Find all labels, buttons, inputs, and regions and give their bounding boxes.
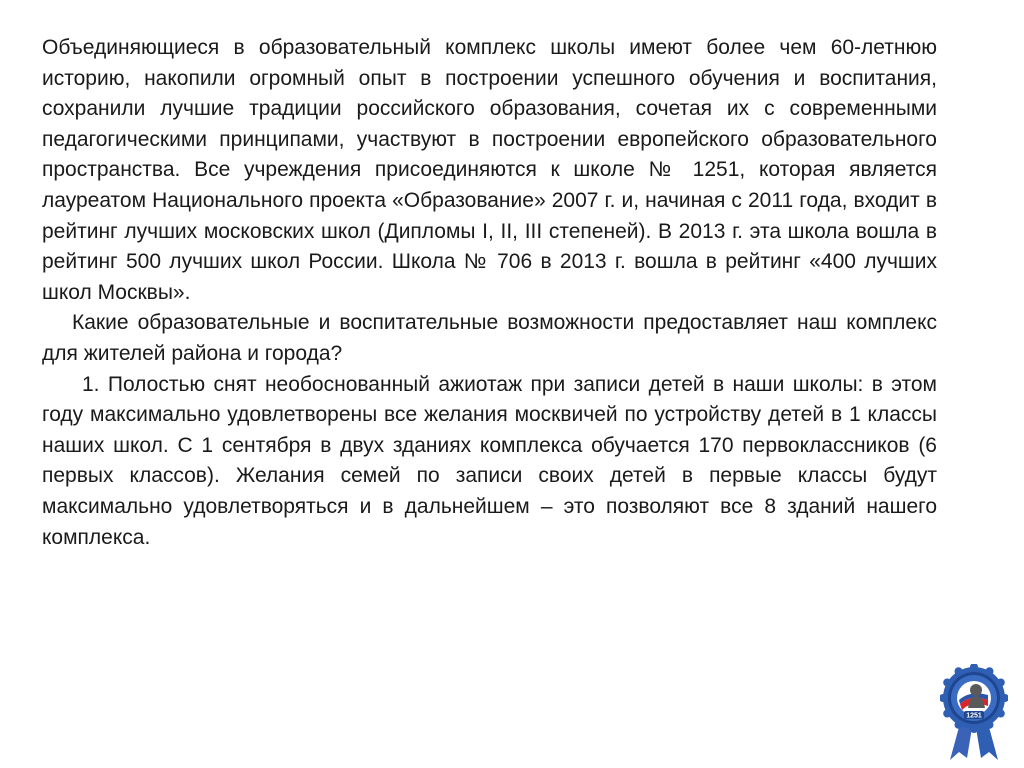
portrait [970,684,982,696]
paragraph-question: Какие образовательные и воспитательные возможности предоставляет наш комплекс для жителей района и города? [42,311,937,365]
emblem-number: 1251 [966,712,982,720]
school-1251-rosette-icon [940,664,1008,762]
text-body [42,33,937,553]
paragraph-history: Объединяющиеся в образовательный комплекс школы имеют более чем 60-летнюю историю, накопили огромный опыт в построении успешного обучения и воспитания, сохранили лучшие традиции российского образования, сочетая их с современными педагогическими принципами, участвуют в построении европейского образовательного пространства. Все учреждения присоединяются к школе № 1251, которая является лауреатом Национального проекта «Образование» 2007 г. и, начиная с 2011 года, входит в рейтинг лучших московских школ (Дипломы I, II, III степеней). В 2013 г. эта школа вошла в рейтинг 500 лучших школ России. Школа № 706 в 2013 г. вошла в рейтинг «400 лучших школ Москвы». [42,36,937,304]
paragraph-point-1: 1. Полостью снят необоснованный ажиотаж при записи детей в наши школы: в этом году максимально удовлетворены все желания москвичей по устройству детей в 1 классы наших школ. С 1 сентября в двух зданиях комплекса обучается 170 первоклассников (6 первых классов). Желания семей по записи своих детей в первые классы будут максимально удовлетворяться и в дальнейшем – это позволяют все 8 зданий нашего комплекса. [42,372,937,549]
